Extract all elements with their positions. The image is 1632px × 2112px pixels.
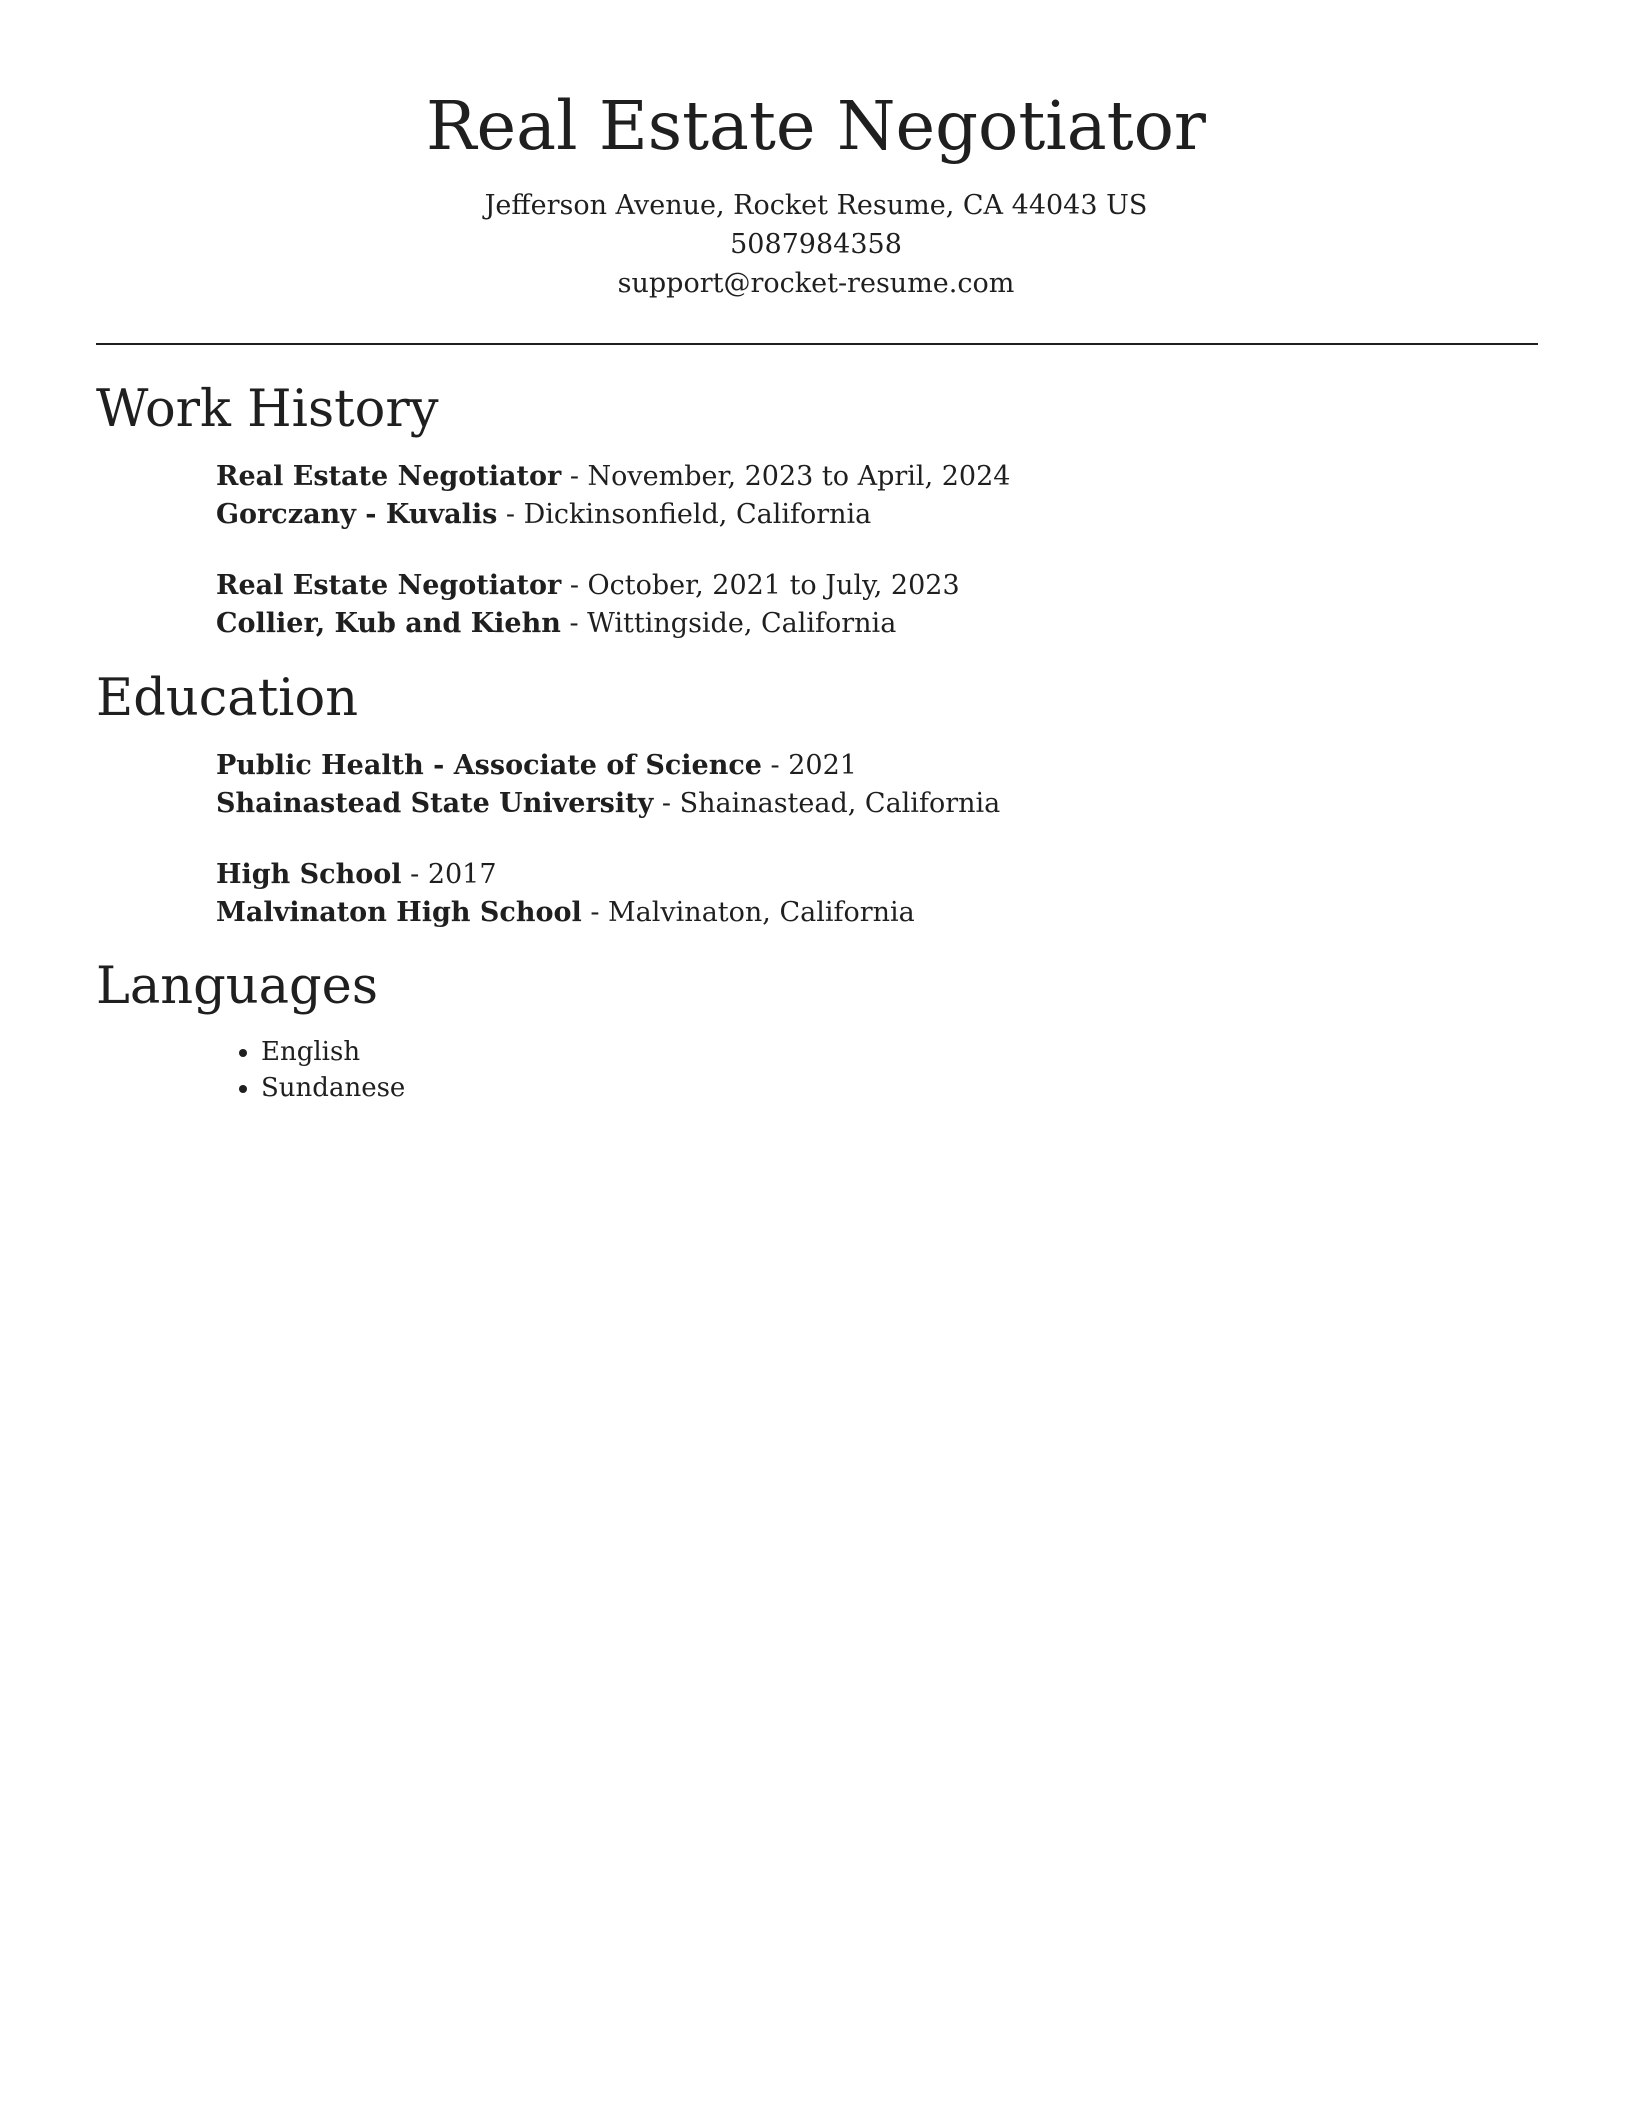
language-item: • Sundanese bbox=[261, 1070, 405, 1106]
company-location: - Wittingside, California bbox=[560, 608, 897, 639]
education-entry-school bbox=[216, 785, 1000, 823]
header-divider bbox=[96, 343, 1538, 345]
section-title-languages: Languages bbox=[96, 957, 379, 1016]
resume-header bbox=[0, 0, 1632, 303]
graduation-year: - 2017 bbox=[401, 859, 497, 890]
education-entry-heading bbox=[216, 747, 1000, 785]
work-entry bbox=[216, 567, 960, 643]
section-title-work-history: Work History bbox=[96, 380, 439, 439]
candidate-name: Real Estate Negotiator bbox=[426, 87, 1206, 165]
school-location: - Shainastead, California bbox=[653, 788, 1001, 819]
address: Jefferson Avenue, Rocket Resume, CA 44043 US bbox=[484, 190, 1148, 221]
work-entry-employer bbox=[216, 605, 960, 643]
school-location: - Malvinaton, California bbox=[581, 897, 915, 928]
education-entry-school bbox=[216, 894, 915, 932]
job-title: Real Estate Negotiator bbox=[216, 570, 562, 601]
degree: Public Health - Associate of Science bbox=[216, 750, 762, 781]
education-entry bbox=[216, 747, 1000, 823]
job-dates: - November, 2023 to April, 2024 bbox=[561, 461, 1011, 492]
company-location: - Dickinsonfield, California bbox=[497, 499, 872, 530]
school-name: Shainastead State University bbox=[216, 788, 654, 819]
graduation-year: - 2021 bbox=[761, 750, 857, 781]
contact-block bbox=[0, 186, 1632, 303]
job-dates: - October, 2021 to July, 2023 bbox=[561, 570, 960, 601]
email: support@rocket-resume.com bbox=[617, 268, 1015, 299]
education-entry bbox=[216, 856, 915, 932]
work-entry-employer bbox=[216, 496, 1010, 534]
company-name: Gorczany - Kuvalis bbox=[216, 499, 498, 530]
education-entry-heading bbox=[216, 856, 915, 894]
school-name: Malvinaton High School bbox=[216, 897, 582, 928]
job-title: Real Estate Negotiator bbox=[216, 461, 562, 492]
company-name: Collier, Kub and Kiehn bbox=[216, 608, 561, 639]
section-title-education: Education bbox=[96, 669, 359, 728]
work-entry bbox=[216, 458, 1010, 534]
languages-list bbox=[216, 1034, 405, 1106]
degree: High School bbox=[216, 859, 402, 890]
phone: 5087984358 bbox=[730, 229, 902, 260]
language-item: • English bbox=[261, 1034, 405, 1070]
work-entry-heading bbox=[216, 458, 1010, 496]
work-entry-heading bbox=[216, 567, 960, 605]
